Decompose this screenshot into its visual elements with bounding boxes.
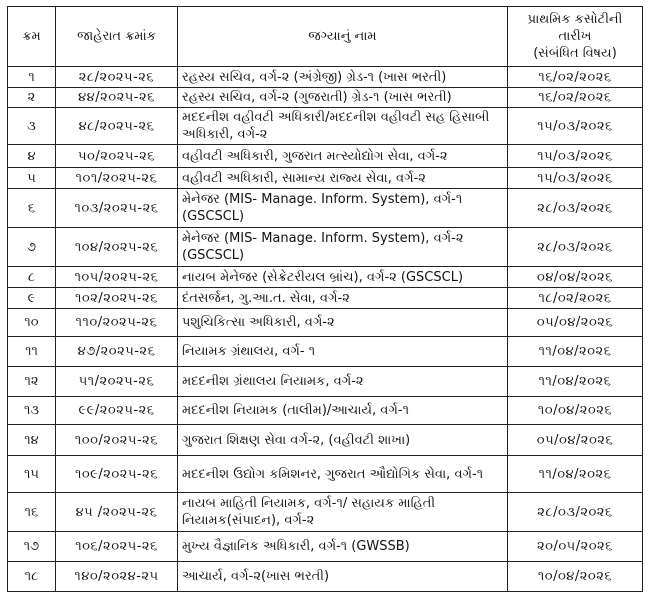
serial-cell: ૧૪ xyxy=(8,425,56,456)
recruitment-schedule-table xyxy=(7,6,643,592)
header-prelim-date xyxy=(508,7,643,67)
serial-cell: ૮ xyxy=(8,267,56,288)
header-serial: ક્રમ xyxy=(8,7,56,67)
serial-cell: ૧૦ xyxy=(8,309,56,337)
prelim-date-cell: ૧૦/૦૪/૨૦૨૬ xyxy=(508,562,643,592)
post-name-cell: નાયબ માહિતી નિયામક, વર્ગ-૧/ સહાયક માહિતી નિયામક(સંપાદન), વર્ગ-૨ xyxy=(178,493,508,532)
serial-cell: ૧૩ xyxy=(8,397,56,425)
prelim-date-cell: ૧૫/૦૩/૨૦૨૬ xyxy=(508,145,643,168)
prelim-date-cell: ૨૮/૦૩/૨૦૨૬ xyxy=(508,493,643,532)
prelim-date-cell: ૧૫/૦૩/૨૦૨૬ xyxy=(508,168,643,189)
table-row xyxy=(8,145,643,168)
header-prelim-date-line1: પ્રાથમિક કસોટીની xyxy=(527,12,623,27)
post-name-cell: દંતસર્જન, ગુ.આ.ત. સેવા, વર્ગ-૨ xyxy=(178,288,508,309)
advertisement-no-cell: ૧૦૪/૨૦૨૫-૨૬ xyxy=(56,228,178,267)
prelim-date-cell: ૧૬/૦૨/૨૦૨૬ xyxy=(508,67,643,88)
table-row xyxy=(8,456,643,493)
post-name-cell: વહીવટી અધિકારી, ગુજરાત મત્સ્યોદ્યોગ સેવા, વર્ગ-૨ xyxy=(178,145,508,168)
serial-cell: ૧૫ xyxy=(8,456,56,493)
table-row xyxy=(8,267,643,288)
table-row xyxy=(8,168,643,189)
prelim-date-cell: ૧૫/૦૩/૨૦૨૬ xyxy=(508,108,643,145)
post-name-cell: વહીવટી અધિકારી, સામાન્ય રાજ્ય સેવા, વર્ગ-૨ xyxy=(178,168,508,189)
post-name-cell: નિયામક ગ્રંથાલય, વર્ગ- ૧ xyxy=(178,337,508,367)
serial-cell: ૬ xyxy=(8,189,56,228)
table-row xyxy=(8,228,643,267)
prelim-date-cell: ૨૮/૦૩/૨૦૨૬ xyxy=(508,228,643,267)
post-name-cell: મદદનીશ ઉદ્યોગ કમિશનર, ગુજરાત ઔદ્યોગિક સેવા, વર્ગ-૧ xyxy=(178,456,508,493)
advertisement-no-cell: ૧૦૨/૨૦૨૫-૨૬ xyxy=(56,288,178,309)
prelim-date-cell: ૧૧/૦૪/૨૦૨૬ xyxy=(508,337,643,367)
post-name-cell: મદદનીશ વહીવટી અધિકારી/મદદનીશ વહીવટી સહ હિસાબી અધિકારી, વર્ગ-૨ xyxy=(178,108,508,145)
table-row xyxy=(8,88,643,108)
serial-cell: ૧૧ xyxy=(8,337,56,367)
header-post-name: જગ્યાનું નામ xyxy=(178,7,508,67)
prelim-date-cell: ૨૦/૦૫/૨૦૨૬ xyxy=(508,532,643,562)
post-name-cell: નાયબ મેનેજર (સેક્રેટરીયલ બ્રાંચ), વર્ગ-૨ (GSCSCL) xyxy=(178,267,508,288)
serial-cell: ૧ xyxy=(8,67,56,88)
advertisement-no-cell: ૨૮/૨૦૨૫-૨૬ xyxy=(56,67,178,88)
prelim-date-cell: ૧૬/૦૨/૨૦૨૬ xyxy=(508,88,643,108)
serial-cell: ૧૬ xyxy=(8,493,56,532)
table-row xyxy=(8,189,643,228)
prelim-date-cell: ૧૧/૦૪/૨૦૨૬ xyxy=(508,367,643,397)
table-header-row xyxy=(8,7,643,67)
table-body xyxy=(8,67,643,592)
advertisement-no-cell: ૧૦૩/૨૦૨૫-૨૬ xyxy=(56,189,178,228)
table-row xyxy=(8,397,643,425)
advertisement-no-cell: ૪૮/૨૦૨૫-૨૬ xyxy=(56,108,178,145)
advertisement-no-cell: ૯૯/૨૦૨૫-૨૬ xyxy=(56,397,178,425)
advertisement-no-cell: ૪૫ /૨૦૨૫-૨૬ xyxy=(56,493,178,532)
advertisement-no-cell: ૧૦૦/૨૦૨૫-૨૬ xyxy=(56,425,178,456)
table-row xyxy=(8,562,643,592)
table-row xyxy=(8,337,643,367)
post-name-cell: રહસ્ય સચિવ, વર્ગ-૨ (અંગ્રેજી) ગ્રેડ-૧ (ખાસ ભરતી) xyxy=(178,67,508,88)
serial-cell: ૭ xyxy=(8,228,56,267)
advertisement-no-cell: ૧૧૦/૨૦૨૫-૨૬ xyxy=(56,309,178,337)
serial-cell: ૩ xyxy=(8,108,56,145)
prelim-date-cell: ૦૫/૦૪/૨૦૨૬ xyxy=(508,425,643,456)
prelim-date-cell: ૦૫/૦૪/૨૦૨૬ xyxy=(508,309,643,337)
table-row xyxy=(8,108,643,145)
prelim-date-cell: ૧૦/૦૪/૨૦૨૬ xyxy=(508,397,643,425)
post-name-cell: રહસ્ય સચિવ, વર્ગ-૨ (ગુજરાતી) ગ્રેડ-૧ (ખાસ ભરતી) xyxy=(178,88,508,108)
serial-cell: ૧૮ xyxy=(8,562,56,592)
post-name-cell: મુખ્ય વૈજ્ઞાનિક અધિકારી, વર્ગ-૧ (GWSSB) xyxy=(178,532,508,562)
table-row xyxy=(8,367,643,397)
post-name-cell: ગુજરાત શિક્ષણ સેવા વર્ગ-૨, (વહીવટી શાખા) xyxy=(178,425,508,456)
serial-cell: ૫ xyxy=(8,168,56,189)
prelim-date-cell: ૦૪/૦૪/૨૦૨૬ xyxy=(508,267,643,288)
prelim-date-cell: ૧૮/૦૨/૨૦૨૬ xyxy=(508,288,643,309)
table-row xyxy=(8,309,643,337)
serial-cell: ૪ xyxy=(8,145,56,168)
advertisement-no-cell: ૧૦૧/૨૦૨૫-૨૬ xyxy=(56,168,178,189)
serial-cell: ૯ xyxy=(8,288,56,309)
advertisement-no-cell: ૪૪/૨૦૨૫-૨૬ xyxy=(56,88,178,108)
header-prelim-date-line2: તારીખ xyxy=(558,29,592,44)
advertisement-no-cell: ૧૦૫/૨૦૨૫-૨૬ xyxy=(56,267,178,288)
table-row xyxy=(8,67,643,88)
post-name-cell: મેનેજર (MIS- Manage. Inform. System), વર્ગ-૨ (GSCSCL) xyxy=(178,228,508,267)
table-row xyxy=(8,493,643,532)
prelim-date-cell: ૧૧/૦૪/૨૦૨૬ xyxy=(508,456,643,493)
header-prelim-date-line3: (સંબંધિત વિષય) xyxy=(533,46,617,61)
post-name-cell: આચાર્ય, વર્ગ-૨(ખાસ ભરતી) xyxy=(178,562,508,592)
table-row xyxy=(8,288,643,309)
post-name-cell: મેનેજર (MIS- Manage. Inform. System), વર્ગ-૧ (GSCSCL) xyxy=(178,189,508,228)
advertisement-no-cell: ૫૧/૨૦૨૫-૨૬ xyxy=(56,367,178,397)
prelim-date-cell: ૨૮/૦૩/૨૦૨૬ xyxy=(508,189,643,228)
advertisement-no-cell: ૫૦/૨૦૨૫-૨૬ xyxy=(56,145,178,168)
serial-cell: ૨ xyxy=(8,88,56,108)
header-advertisement-no: જાહેરાત ક્રમાંક xyxy=(56,7,178,67)
serial-cell: ૧૭ xyxy=(8,532,56,562)
post-name-cell: મદદનીશ નિયામક (તાલીમ)/આચાર્ય, વર્ગ-૧ xyxy=(178,397,508,425)
advertisement-no-cell: ૧૦૬/૨૦૨૫-૨૬ xyxy=(56,532,178,562)
advertisement-no-cell: ૪૭/૨૦૨૫-૨૬ xyxy=(56,337,178,367)
post-name-cell: પશુચિકિત્સા અધિકારી, વર્ગ-૨ xyxy=(178,309,508,337)
table-row xyxy=(8,532,643,562)
advertisement-no-cell: ૧૦૯/૨૦૨૫-૨૬ xyxy=(56,456,178,493)
table-row xyxy=(8,425,643,456)
advertisement-no-cell: ૧૪૦/૨૦૨૪-૨૫ xyxy=(56,562,178,592)
post-name-cell: મદદનીશ ગ્રંથાલય નિયામક, વર્ગ-૨ xyxy=(178,367,508,397)
serial-cell: ૧૨ xyxy=(8,367,56,397)
